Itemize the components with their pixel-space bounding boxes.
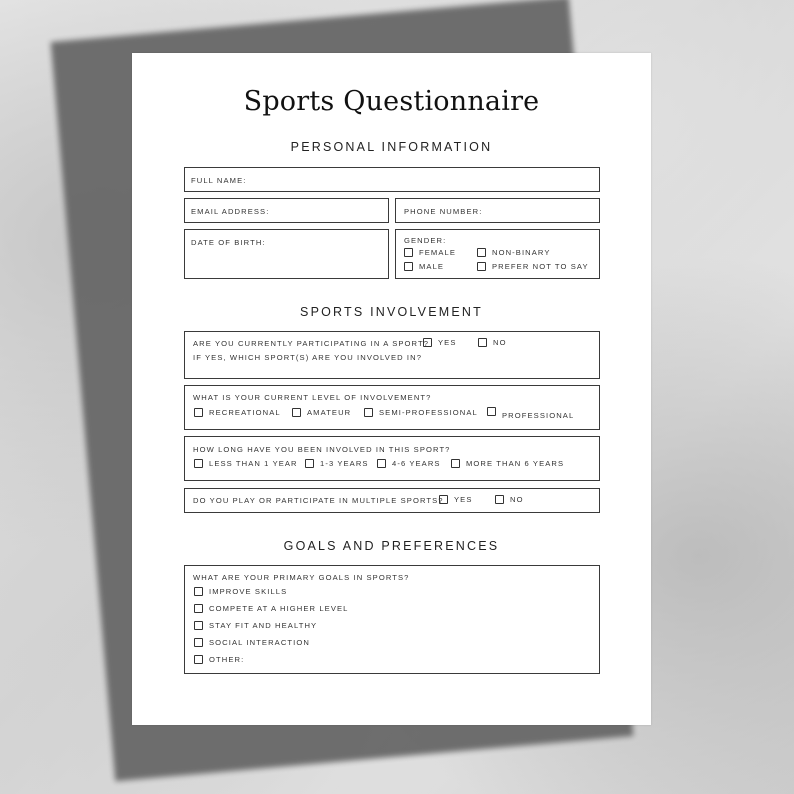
questionnaire-sheet: [132, 53, 651, 725]
goal-other-option[interactable]: [194, 655, 244, 664]
goal-stay-fit-option[interactable]: [194, 621, 317, 630]
section-heading-involvement: SPORTS INVOLVEMENT: [300, 305, 483, 319]
duration-more-than-6-years-option[interactable]: [451, 459, 564, 468]
involvement-level-question: WHAT IS YOUR CURRENT LEVEL OF INVOLVEMENT?: [193, 393, 432, 402]
gender-box: [395, 229, 600, 279]
checkbox[interactable]: [477, 262, 486, 271]
option-label: SEMI-PROFESSIONAL: [379, 408, 478, 417]
gender-option-label: NON-BINARY: [492, 248, 551, 257]
option-label: YES: [454, 495, 473, 504]
option-label: SOCIAL INTERACTION: [209, 638, 310, 647]
checkbox[interactable]: [451, 459, 460, 468]
checkbox[interactable]: [487, 407, 496, 416]
date-of-birth-label: DATE OF BIRTH:: [191, 238, 266, 247]
option-label: 4-6 YEARS: [392, 459, 441, 468]
participating-yes-option[interactable]: [423, 338, 457, 347]
section-heading-personal: PERSONAL INFORMATION: [290, 140, 493, 154]
involvement-duration-question: HOW LONG HAVE YOU BEEN INVOLVED IN THIS SPORT?: [193, 445, 451, 454]
option-label: MORE THAN 6 YEARS: [466, 459, 565, 468]
full-name-field[interactable]: [184, 167, 600, 192]
checkbox[interactable]: [495, 495, 504, 504]
currently-participating-box: [184, 331, 600, 379]
option-label: STAY FIT AND HEALTHY: [209, 621, 318, 630]
option-label: LESS THAN 1 YEAR: [209, 459, 298, 468]
goals-question: WHAT ARE YOUR PRIMARY GOALS IN SPORTS?: [193, 573, 410, 582]
phone-field[interactable]: [395, 198, 600, 223]
goal-improve-skills-option[interactable]: [194, 587, 287, 596]
checkbox[interactable]: [194, 408, 203, 417]
checkbox[interactable]: [364, 408, 373, 417]
checkbox[interactable]: [404, 248, 413, 257]
duration-less-than-1-year-option[interactable]: [194, 459, 298, 468]
multiple-sports-yes-option[interactable]: [439, 495, 473, 504]
option-label: YES: [438, 338, 457, 347]
option-label: NO: [493, 338, 507, 347]
goal-social-interaction-option[interactable]: [194, 638, 310, 647]
full-name-label: FULL NAME:: [191, 176, 247, 185]
multiple-sports-question: DO YOU PLAY OR PARTICIPATE IN MULTIPLE SPORTS?: [193, 496, 444, 505]
involvement-level-box: [184, 385, 600, 430]
option-label: OTHER:: [209, 655, 245, 664]
checkbox[interactable]: [194, 638, 203, 647]
form-title: Sports Questionnaire: [243, 86, 540, 117]
email-field[interactable]: [184, 198, 389, 223]
checkbox[interactable]: [305, 459, 314, 468]
gender-option-label: PREFER NOT TO SAY: [492, 262, 589, 271]
level-amateur-option[interactable]: [292, 408, 351, 417]
level-semi-professional-option[interactable]: [364, 408, 478, 417]
participating-no-option[interactable]: [478, 338, 507, 347]
date-of-birth-field[interactable]: [184, 229, 389, 279]
checkbox[interactable]: [194, 459, 203, 468]
option-label: NO: [510, 495, 524, 504]
multiple-sports-box: [184, 488, 600, 513]
multiple-sports-no-option[interactable]: [495, 495, 524, 504]
gender-option-non-binary[interactable]: [477, 248, 551, 257]
email-label: EMAIL ADDRESS:: [191, 207, 270, 216]
checkbox[interactable]: [194, 587, 203, 596]
duration-4-6-years-option[interactable]: [377, 459, 441, 468]
checkbox[interactable]: [404, 262, 413, 271]
checkbox[interactable]: [377, 459, 386, 468]
checkbox[interactable]: [477, 248, 486, 257]
checkbox[interactable]: [194, 621, 203, 630]
option-label: IMPROVE SKILLS: [209, 587, 288, 596]
currently-participating-question: ARE YOU CURRENTLY PARTICIPATING IN A SPORT?: [193, 339, 430, 348]
option-label: 1-3 YEARS: [320, 459, 369, 468]
option-label: PROFESSIONAL: [502, 411, 575, 420]
gender-label: GENDER:: [404, 236, 447, 245]
checkbox[interactable]: [478, 338, 487, 347]
checkbox[interactable]: [423, 338, 432, 347]
checkbox[interactable]: [194, 604, 203, 613]
phone-label: PHONE NUMBER:: [404, 207, 483, 216]
duration-1-3-years-option[interactable]: [305, 459, 369, 468]
checkbox[interactable]: [292, 408, 301, 417]
option-label: RECREATIONAL: [209, 408, 281, 417]
checkbox[interactable]: [194, 655, 203, 664]
option-label: COMPETE AT A HIGHER LEVEL: [209, 604, 349, 613]
gender-option-label: MALE: [419, 262, 445, 271]
level-recreational-option[interactable]: [194, 408, 281, 417]
which-sports-question: IF YES, WHICH SPORT(S) ARE YOU INVOLVED IN?: [193, 353, 423, 362]
gender-option-female[interactable]: [404, 248, 456, 257]
goal-compete-higher-option[interactable]: [194, 604, 348, 613]
level-professional-option[interactable]: [487, 409, 574, 418]
gender-option-label: FEMALE: [419, 248, 456, 257]
involvement-duration-box: [184, 436, 600, 481]
option-label: AMATEUR: [307, 408, 352, 417]
section-heading-goals: GOALS AND PREFERENCES: [283, 539, 500, 553]
checkbox[interactable]: [439, 495, 448, 504]
gender-option-prefer-not-to-say[interactable]: [477, 262, 589, 271]
gender-option-male[interactable]: [404, 262, 444, 271]
goals-box: [184, 565, 600, 674]
